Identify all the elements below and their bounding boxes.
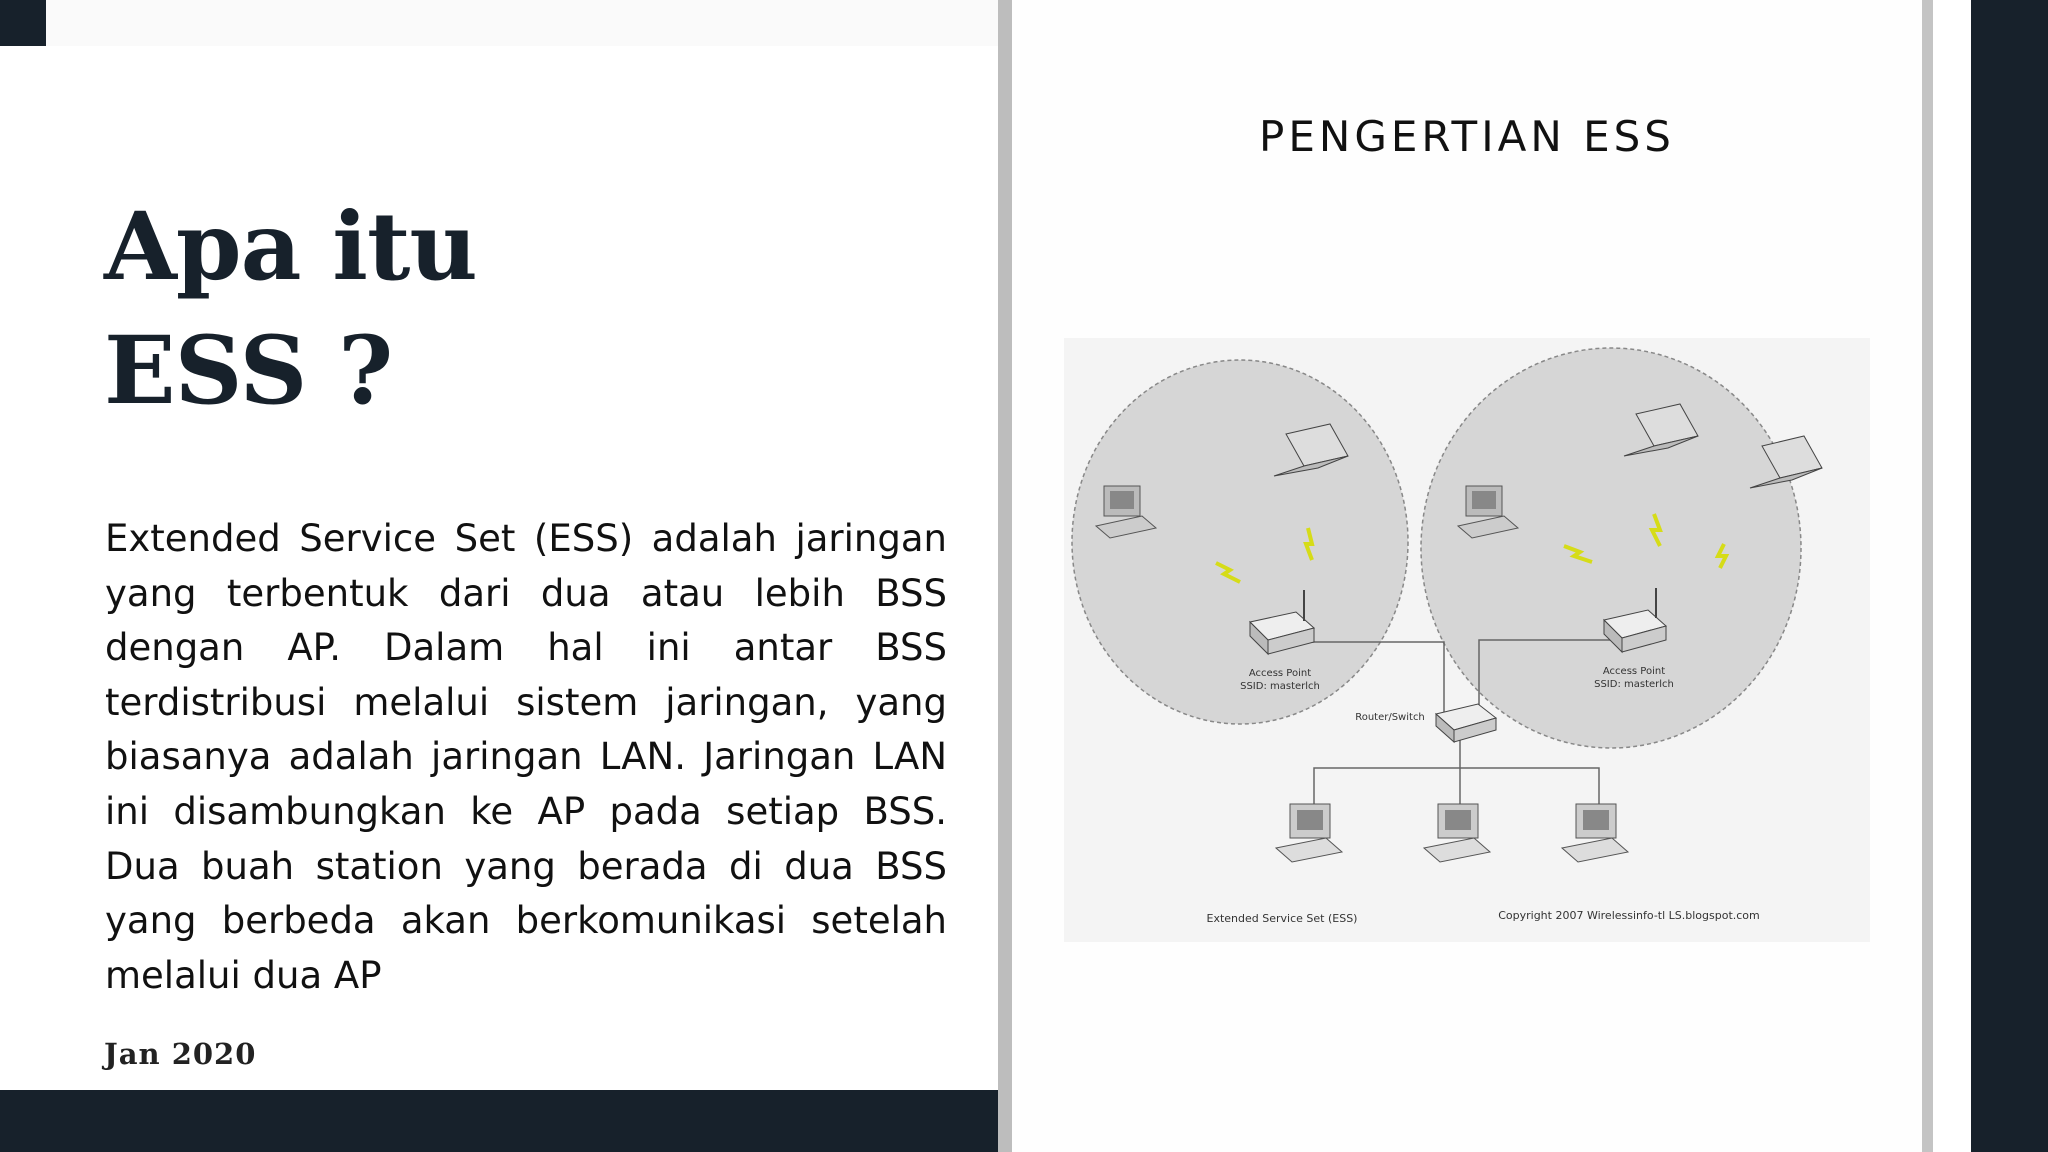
caption-left: Extended Service Set (ESS) bbox=[1206, 912, 1358, 925]
router-label: Router/Switch bbox=[1355, 712, 1425, 723]
top-band bbox=[46, 0, 998, 46]
right-gray-strip bbox=[1922, 0, 1933, 1152]
bss-left-circle bbox=[1072, 360, 1408, 724]
right-white-gap bbox=[1933, 0, 1971, 1152]
slide-date: Jan 2020 bbox=[104, 1037, 257, 1071]
title-line-2: ESS ? bbox=[104, 316, 393, 426]
bottom-bar bbox=[0, 1090, 998, 1152]
title-line-1: Apa itu bbox=[104, 192, 477, 302]
ap-right-label-2: SSID: masterlch bbox=[1594, 679, 1674, 690]
body-paragraph: Extended Service Set (ESS) adalah jaringan yang terbentuk dari dua atau lebih BSS dengan AP. Dalam hal ini antar BSS terdistribusi melalui sistem jaringan, yang biasanya adalah jaringan LAN. Jaringan LAN ini disambungkan ke AP pada setiap BSS. Dua buah station yang berada di dua BSS yang berbeda akan berkomunikasi setelah melalui dua AP bbox=[105, 517, 947, 997]
center-divider bbox=[998, 0, 1012, 1152]
ess-diagram-svg bbox=[1064, 338, 1870, 942]
ap-right-label-1: Access Point bbox=[1602, 666, 1666, 677]
section-title: PENGERTIAN ESS bbox=[1259, 112, 1675, 161]
ess-diagram bbox=[1064, 338, 1870, 942]
ap-left-label-1: Access Point bbox=[1248, 668, 1312, 679]
ap-left-label-2: SSID: masterlch bbox=[1240, 681, 1320, 692]
right-dark-bar bbox=[1971, 0, 2048, 1152]
slide-title bbox=[104, 185, 477, 433]
corner-block bbox=[0, 0, 46, 46]
caption-right: Copyright 2007 Wirelessinfo-tl LS.blogspot.com bbox=[1498, 909, 1760, 922]
